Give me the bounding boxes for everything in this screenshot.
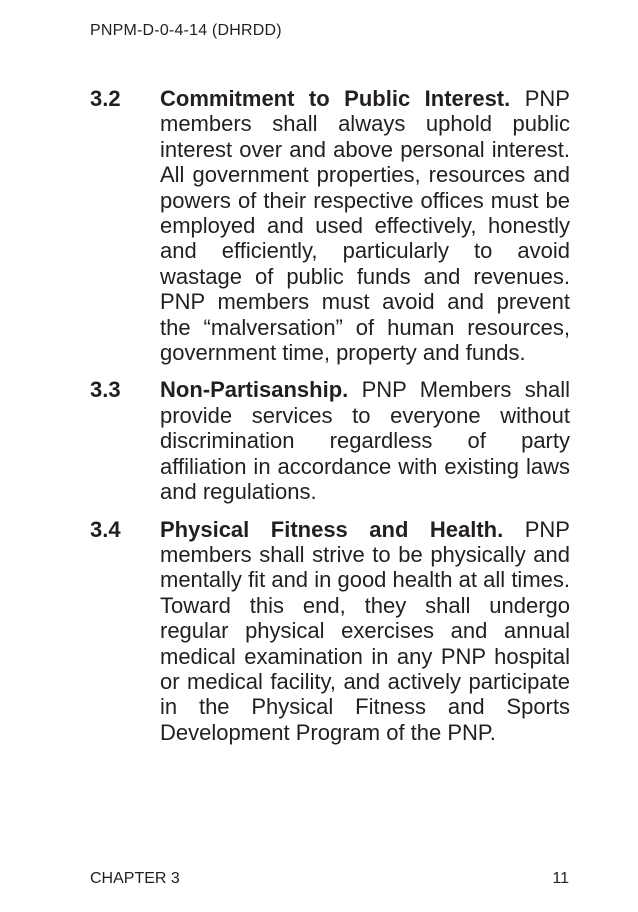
section-3-2 (90, 86, 570, 365)
section-body (160, 377, 570, 504)
section-title: Commitment to Public Interest. (160, 86, 511, 111)
section-text: PNP Members shall provide services to everyone without discrimination regardless of party affiliation in accordance with existing laws and regulations. (160, 377, 570, 505)
section-text: PNP members shall strive to be physically and mentally fit and in good health at all times. Toward this end, they shall undergo regular physical exercises and annual medical examination in any PNP hospital or medical facility, and actively participate in the Physical Fitness and Sports Development Program of the PNP. (160, 516, 570, 745)
section-number: 3.3 (90, 377, 121, 403)
section-title: Non-Partisanship. (160, 377, 349, 403)
section-body (160, 86, 570, 365)
page-number: 11 (552, 870, 569, 887)
section-number: 3.2 (90, 86, 121, 111)
section-text: PNP members shall always uphold public interest over and above personal interest. All government properties, resources and powers of their respective offices must be employed and used effectively, honestly and efficiently, particularly to avoid wastage of public funds and revenues. PNP members must avoid and prevent the “malversation” of human resources, government time, property and funds. (160, 86, 570, 366)
section-title: Physical Fitness and Health. (160, 516, 504, 542)
section-3-3 (90, 377, 570, 504)
page-content (90, 86, 570, 757)
section-body (160, 517, 570, 746)
document-code: PNPM-D-0-4-14 (DHRDD) (90, 22, 282, 39)
section-3-4 (90, 517, 570, 746)
section-number: 3.4 (90, 516, 121, 542)
chapter-label: CHAPTER 3 (90, 870, 180, 887)
